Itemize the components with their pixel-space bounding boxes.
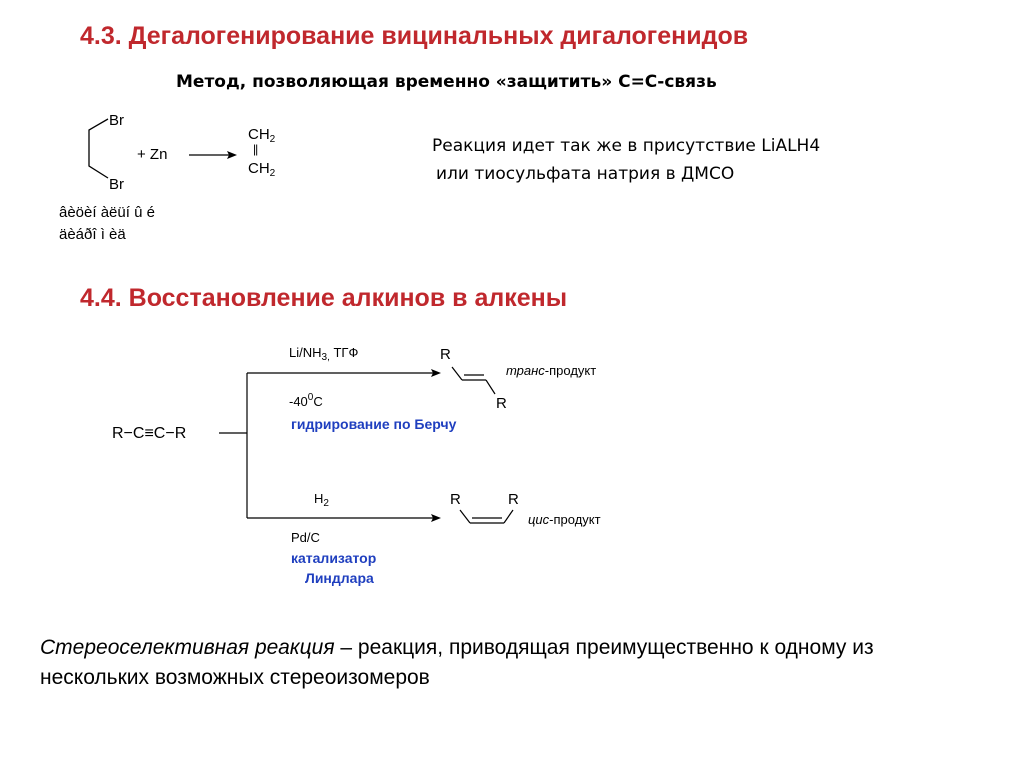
cis-r-left: R [450, 491, 461, 508]
trans-product-label: транс-продукт [506, 363, 597, 378]
alkyne-formula: R−C≡C−R [112, 425, 187, 442]
definition-text: – реакция, приводящая преимущественно к одному из нескольких возможных стереоизомеров [40, 636, 874, 689]
ethylene-top: $CH_2$ [248, 126, 276, 145]
birch-reagent: $Li/NH_{3,}$ ТГФ [289, 345, 359, 363]
cis-alkene-skeleton [460, 510, 513, 523]
garbled-label-line2: äèáðî ì èä [59, 226, 126, 243]
birch-temperature: $-40^0C$ [289, 392, 323, 409]
pd-c-catalyst: Pd/C [291, 530, 320, 545]
zn-reagent: + Zn [137, 146, 168, 163]
section-43-title: 4.3. Дегалогенирование вицинальных дигалогенидов [80, 22, 749, 50]
cis-product-label: цис-продукт [528, 512, 601, 527]
trans-r-top: R [440, 346, 451, 363]
lindlar-label-line2: Линдлара [305, 570, 374, 586]
br-bottom: Br [109, 176, 124, 193]
hydrogen-reagent: $H_2$ [314, 491, 329, 509]
garbled-label-line1: âèöèí àëüí û é [59, 204, 155, 221]
trans-alkene-skeleton [452, 367, 495, 394]
note-line2: или тиосульфата натрия в ДМСО [436, 164, 735, 184]
birch-reduction-label: гидрирование по Берчу [291, 416, 457, 432]
trans-r-bottom: R [496, 395, 507, 412]
section-43-subtitle: Метод, позволяющая временно «защитить» С=С-связь [176, 72, 717, 92]
ethylene-double-bond: || [253, 142, 258, 156]
stereoselective-definition [40, 633, 940, 693]
section-44-title: 4.4. Восстановление алкинов в алкены [80, 284, 568, 312]
cis-r-right: R [508, 491, 519, 508]
br-top: Br [109, 112, 124, 129]
note-line1: Реакция идет так же в присутствие LiALH4 [432, 136, 821, 156]
definition-term: Стереоселективная реакция [40, 636, 335, 659]
ethylene-bottom: $CH_2$ [248, 160, 276, 179]
dibromide-skeleton [89, 119, 108, 178]
lindlar-label-line1: катализатор [291, 550, 377, 566]
